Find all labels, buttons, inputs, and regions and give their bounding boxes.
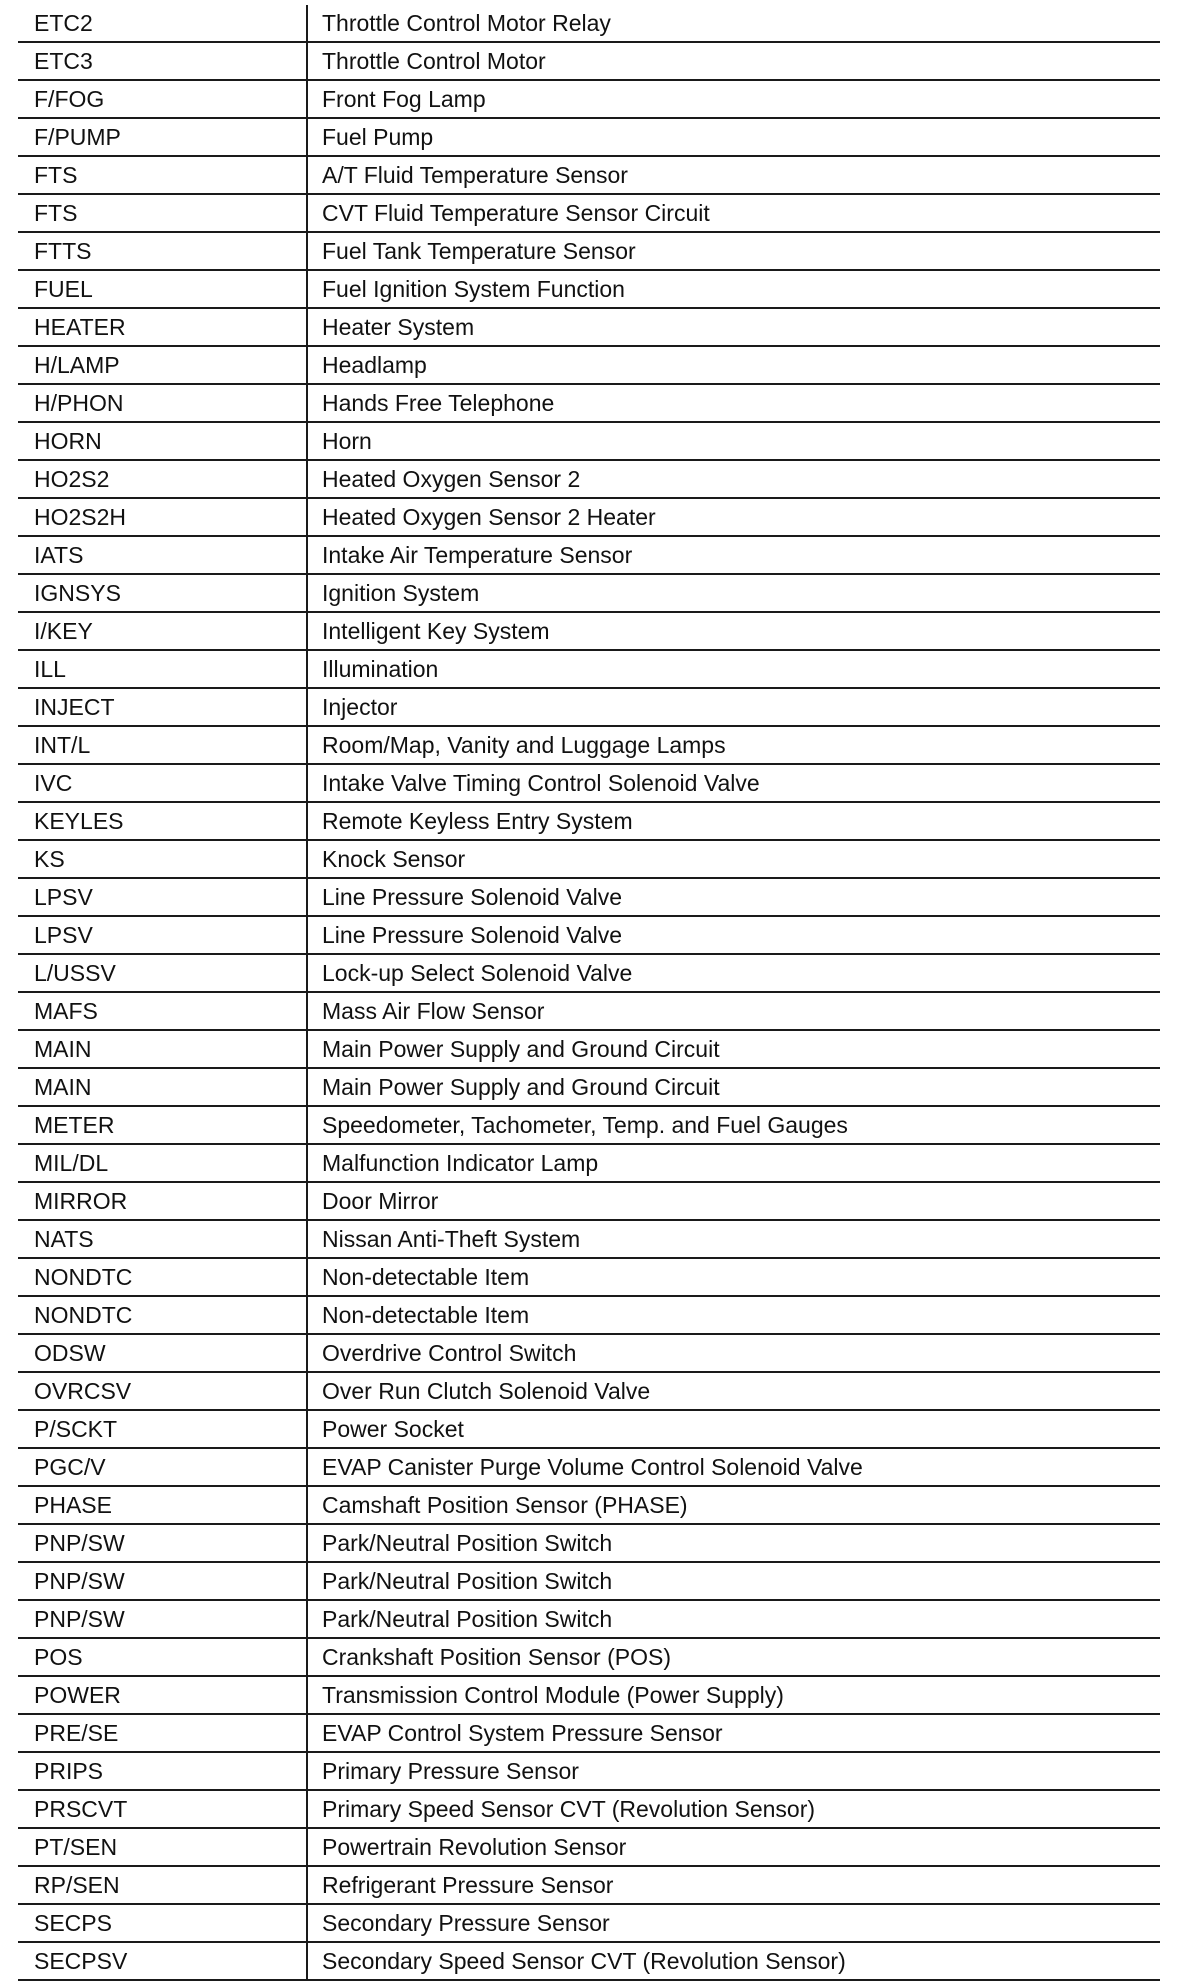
abbreviation-code-cell: KS bbox=[18, 840, 307, 878]
abbreviation-code-cell: F/PUMP bbox=[18, 118, 307, 156]
abbreviation-description-cell: Non-detectable Item bbox=[307, 1258, 1160, 1296]
abbreviation-description-cell: Over Run Clutch Solenoid Valve bbox=[307, 1372, 1160, 1410]
abbreviation-description-cell: Secondary Speed Sensor CVT (Revolution Sensor) bbox=[307, 1942, 1160, 1980]
table-row bbox=[18, 384, 1160, 422]
abbreviation-code-cell: PT/SEN bbox=[18, 1828, 307, 1866]
abbreviation-code-cell: MAIN bbox=[18, 1068, 307, 1106]
abbreviation-description-cell: Intelligent Key System bbox=[307, 612, 1160, 650]
table-row bbox=[18, 498, 1160, 536]
abbreviation-description-cell: Heater System bbox=[307, 308, 1160, 346]
table-row bbox=[18, 194, 1160, 232]
table-row bbox=[18, 422, 1160, 460]
table-row bbox=[18, 1372, 1160, 1410]
abbreviation-code-cell: FTS bbox=[18, 156, 307, 194]
abbreviation-code-cell: HORN bbox=[18, 422, 307, 460]
abbreviation-code-cell: METER bbox=[18, 1106, 307, 1144]
abbreviation-code-cell: PRIPS bbox=[18, 1752, 307, 1790]
table-row bbox=[18, 916, 1160, 954]
abbreviation-code-cell: IATS bbox=[18, 536, 307, 574]
abbreviation-description-cell: Malfunction Indicator Lamp bbox=[307, 1144, 1160, 1182]
abbreviation-code-cell: I/KEY bbox=[18, 612, 307, 650]
abbreviation-code-cell: P/SCKT bbox=[18, 1410, 307, 1448]
abbreviation-description-cell: Power Socket bbox=[307, 1410, 1160, 1448]
abbreviation-code-cell: H/PHON bbox=[18, 384, 307, 422]
abbreviation-code-cell: NONDTC bbox=[18, 1258, 307, 1296]
abbreviation-description-cell: Primary Pressure Sensor bbox=[307, 1752, 1160, 1790]
abbreviation-code-cell: HO2S2 bbox=[18, 460, 307, 498]
abbreviation-description-cell: Intake Air Temperature Sensor bbox=[307, 536, 1160, 574]
abbreviation-code-cell: LPSV bbox=[18, 916, 307, 954]
abbreviation-code-cell: F/FOG bbox=[18, 80, 307, 118]
table-row bbox=[18, 878, 1160, 916]
abbreviation-code-cell: MAIN bbox=[18, 1030, 307, 1068]
abbreviation-description-cell: Main Power Supply and Ground Circuit bbox=[307, 1068, 1160, 1106]
abbreviation-code-cell: POS bbox=[18, 1638, 307, 1676]
table-row bbox=[18, 1106, 1160, 1144]
abbreviation-description-cell: Transmission Control Module (Power Supply) bbox=[307, 1676, 1160, 1714]
abbreviation-code-cell: PNP/SW bbox=[18, 1524, 307, 1562]
table-row bbox=[18, 1752, 1160, 1790]
abbreviation-code-cell: PGC/V bbox=[18, 1448, 307, 1486]
abbreviation-code-cell: INJECT bbox=[18, 688, 307, 726]
abbreviation-code-cell: ILL bbox=[18, 650, 307, 688]
abbreviation-code-cell: ETC2 bbox=[18, 5, 307, 42]
abbreviation-code-cell: L/USSV bbox=[18, 954, 307, 992]
abbreviation-description-cell: Lock-up Select Solenoid Valve bbox=[307, 954, 1160, 992]
table-row bbox=[18, 1144, 1160, 1182]
abbreviation-code-cell: IVC bbox=[18, 764, 307, 802]
abbreviation-description-cell: Secondary Pressure Sensor bbox=[307, 1904, 1160, 1942]
table-row bbox=[18, 1296, 1160, 1334]
abbreviation-description-cell: Fuel Pump bbox=[307, 118, 1160, 156]
table-row bbox=[18, 1448, 1160, 1486]
table-row bbox=[18, 1790, 1160, 1828]
abbreviation-description-cell: CVT Fluid Temperature Sensor Circuit bbox=[307, 194, 1160, 232]
abbreviation-code-cell: MIRROR bbox=[18, 1182, 307, 1220]
abbreviation-description-cell: Knock Sensor bbox=[307, 840, 1160, 878]
abbreviation-code-cell: H/LAMP bbox=[18, 346, 307, 384]
abbreviation-code-cell: PNP/SW bbox=[18, 1600, 307, 1638]
abbreviation-code-cell: PRSCVT bbox=[18, 1790, 307, 1828]
table-row bbox=[18, 1866, 1160, 1904]
table-row bbox=[18, 1828, 1160, 1866]
table-row bbox=[18, 1410, 1160, 1448]
abbreviation-code-cell: MAFS bbox=[18, 992, 307, 1030]
table-row bbox=[18, 1562, 1160, 1600]
abbreviation-code-cell: NONDTC bbox=[18, 1296, 307, 1334]
abbreviation-description-cell: A/T Fluid Temperature Sensor bbox=[307, 156, 1160, 194]
table-row bbox=[18, 118, 1160, 156]
abbreviation-description-cell: Heated Oxygen Sensor 2 bbox=[307, 460, 1160, 498]
abbreviation-description-cell: Overdrive Control Switch bbox=[307, 1334, 1160, 1372]
table-row bbox=[18, 992, 1160, 1030]
abbreviation-description-cell: Injector bbox=[307, 688, 1160, 726]
abbreviation-code-cell: FUEL bbox=[18, 270, 307, 308]
abbreviation-description-cell: Remote Keyless Entry System bbox=[307, 802, 1160, 840]
abbreviation-description-cell: Crankshaft Position Sensor (POS) bbox=[307, 1638, 1160, 1676]
table-row bbox=[18, 1030, 1160, 1068]
abbreviation-code-cell: MIL/DL bbox=[18, 1144, 307, 1182]
table-row bbox=[18, 1676, 1160, 1714]
table-row bbox=[18, 574, 1160, 612]
abbreviation-code-cell: FTTS bbox=[18, 232, 307, 270]
abbreviation-description-cell: Non-detectable Item bbox=[307, 1296, 1160, 1334]
table-row bbox=[18, 954, 1160, 992]
abbreviation-description-cell: Park/Neutral Position Switch bbox=[307, 1600, 1160, 1638]
abbreviation-code-cell: PHASE bbox=[18, 1486, 307, 1524]
table-row bbox=[18, 688, 1160, 726]
table-row bbox=[18, 1258, 1160, 1296]
abbreviation-code-cell: HO2S2H bbox=[18, 498, 307, 536]
abbreviation-description-cell: Throttle Control Motor bbox=[307, 42, 1160, 80]
abbreviation-code-cell: IGNSYS bbox=[18, 574, 307, 612]
table-row bbox=[18, 726, 1160, 764]
abbreviation-description-cell: Ignition System bbox=[307, 574, 1160, 612]
abbreviation-description-cell: Refrigerant Pressure Sensor bbox=[307, 1866, 1160, 1904]
abbreviation-code-cell: INT/L bbox=[18, 726, 307, 764]
abbreviation-description-cell: Nissan Anti-Theft System bbox=[307, 1220, 1160, 1258]
table-row bbox=[18, 80, 1160, 118]
abbreviation-description-cell: Powertrain Revolution Sensor bbox=[307, 1828, 1160, 1866]
abbreviation-description-cell: Door Mirror bbox=[307, 1182, 1160, 1220]
abbreviation-description-cell: Headlamp bbox=[307, 346, 1160, 384]
abbreviation-description-cell: Intake Valve Timing Control Solenoid Valve bbox=[307, 764, 1160, 802]
table-row bbox=[18, 1524, 1160, 1562]
abbreviation-description-cell: Heated Oxygen Sensor 2 Heater bbox=[307, 498, 1160, 536]
abbreviation-description-cell: Room/Map, Vanity and Luggage Lamps bbox=[307, 726, 1160, 764]
abbreviation-code-cell: FTS bbox=[18, 194, 307, 232]
table-row bbox=[18, 650, 1160, 688]
abbreviation-description-cell: EVAP Control System Pressure Sensor bbox=[307, 1714, 1160, 1752]
table-row bbox=[18, 1904, 1160, 1942]
abbreviation-description-cell: Line Pressure Solenoid Valve bbox=[307, 878, 1160, 916]
abbreviation-description-cell: Primary Speed Sensor CVT (Revolution Sensor) bbox=[307, 1790, 1160, 1828]
table-row bbox=[18, 460, 1160, 498]
abbreviation-code-cell: SECPSV bbox=[18, 1942, 307, 1980]
abbreviation-code-cell: NATS bbox=[18, 1220, 307, 1258]
table-row bbox=[18, 1486, 1160, 1524]
table-row bbox=[18, 1638, 1160, 1676]
abbreviation-description-cell: Speedometer, Tachometer, Temp. and Fuel Gauges bbox=[307, 1106, 1160, 1144]
abbreviation-code-cell: RP/SEN bbox=[18, 1866, 307, 1904]
abbreviation-code-cell: PNP/SW bbox=[18, 1562, 307, 1600]
abbreviation-description-cell: Illumination bbox=[307, 650, 1160, 688]
abbreviation-description-cell: Hands Free Telephone bbox=[307, 384, 1160, 422]
table-row bbox=[18, 308, 1160, 346]
table-row bbox=[18, 536, 1160, 574]
abbreviation-description-cell: EVAP Canister Purge Volume Control Solenoid Valve bbox=[307, 1448, 1160, 1486]
abbreviation-description-cell: Horn bbox=[307, 422, 1160, 460]
table-row bbox=[18, 232, 1160, 270]
abbreviation-description-cell: Fuel Tank Temperature Sensor bbox=[307, 232, 1160, 270]
abbreviation-description-cell: Line Pressure Solenoid Valve bbox=[307, 916, 1160, 954]
abbreviation-table-body bbox=[18, 5, 1160, 1980]
table-row bbox=[18, 270, 1160, 308]
abbreviation-description-cell: Camshaft Position Sensor (PHASE) bbox=[307, 1486, 1160, 1524]
abbreviation-description-cell: Mass Air Flow Sensor bbox=[307, 992, 1160, 1030]
table-row bbox=[18, 764, 1160, 802]
table-row bbox=[18, 1182, 1160, 1220]
abbreviation-code-cell: OVRCSV bbox=[18, 1372, 307, 1410]
abbreviation-description-cell: Park/Neutral Position Switch bbox=[307, 1562, 1160, 1600]
table-row bbox=[18, 612, 1160, 650]
abbreviation-code-cell: LPSV bbox=[18, 878, 307, 916]
table-row bbox=[18, 802, 1160, 840]
abbreviation-table bbox=[18, 5, 1160, 1981]
abbreviation-code-cell: HEATER bbox=[18, 308, 307, 346]
table-row bbox=[18, 42, 1160, 80]
table-row bbox=[18, 5, 1160, 42]
table-row bbox=[18, 1714, 1160, 1752]
table-row bbox=[18, 840, 1160, 878]
table-row bbox=[18, 1220, 1160, 1258]
abbreviation-description-cell: Main Power Supply and Ground Circuit bbox=[307, 1030, 1160, 1068]
abbreviation-code-cell: POWER bbox=[18, 1676, 307, 1714]
abbreviation-description-cell: Park/Neutral Position Switch bbox=[307, 1524, 1160, 1562]
abbreviation-description-cell: Throttle Control Motor Relay bbox=[307, 5, 1160, 42]
abbreviation-code-cell: ODSW bbox=[18, 1334, 307, 1372]
abbreviation-code-cell: SECPS bbox=[18, 1904, 307, 1942]
table-row bbox=[18, 1600, 1160, 1638]
table-row bbox=[18, 1334, 1160, 1372]
abbreviation-description-cell: Fuel Ignition System Function bbox=[307, 270, 1160, 308]
table-row bbox=[18, 156, 1160, 194]
abbreviation-code-cell: PRE/SE bbox=[18, 1714, 307, 1752]
table-row bbox=[18, 1942, 1160, 1980]
table-row bbox=[18, 346, 1160, 384]
abbreviation-description-cell: Front Fog Lamp bbox=[307, 80, 1160, 118]
abbreviation-code-cell: ETC3 bbox=[18, 42, 307, 80]
abbreviation-code-cell: KEYLES bbox=[18, 802, 307, 840]
table-row bbox=[18, 1068, 1160, 1106]
